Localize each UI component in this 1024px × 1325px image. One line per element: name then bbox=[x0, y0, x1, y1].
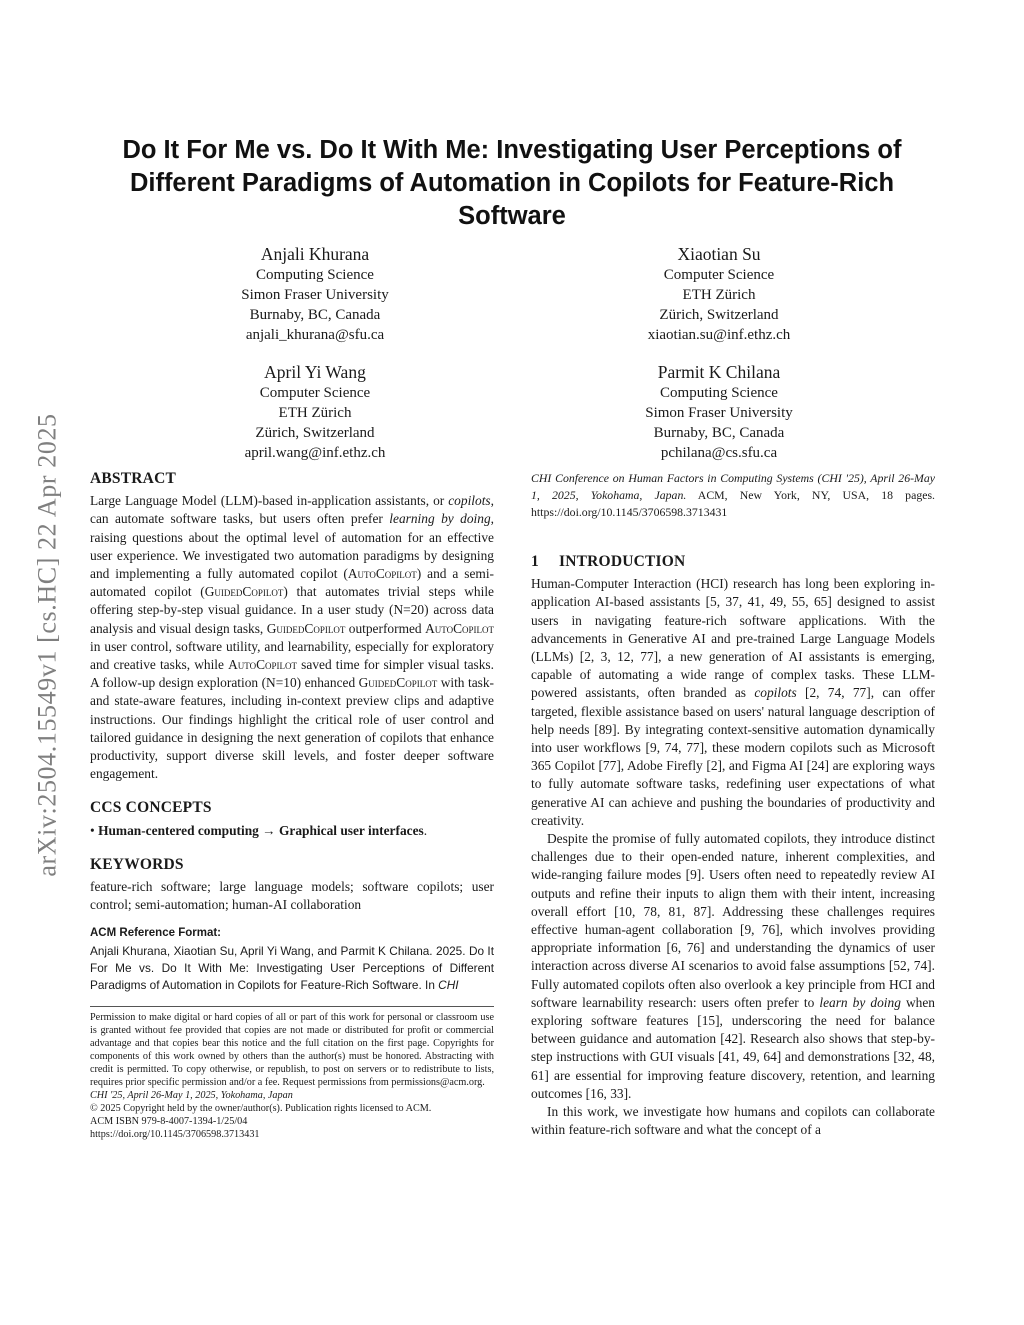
left-column bbox=[90, 470, 494, 1141]
ccs-concept: • Human-centered computing → Graphical user interfaces. bbox=[90, 822, 428, 838]
acm-reference-continuation bbox=[531, 470, 935, 521]
author-org: Simon Fraser University bbox=[241, 287, 389, 303]
acm-reference-text: Anjali Khurana, Xiaotian Su, April Yi Wang, and Parmit K Chilana. 2025. Do It For Me vs. Do It With Me: Investigating User Perceptions of Different Paradigms of Automation in Copilots for Feature-Rich Software. In CHI bbox=[90, 943, 494, 992]
intro-paragraph: Human-Computer Interaction (HCI) research has long been exploring in-application AI-based assistants [5, 37, 41, 49, 55, 65] designed to assist users in navigating feature-rich software applications. With the advancements in Generative AI and pre-trained Large Language Models (LLMs) [2, 3, 12, 77], a new generation of AI assistants is emerging, capable of automating a wide range of complex tasks. These LLM-powered assistants, often branded as copilots [2, 74, 77], can offer targeted, flexible assistance based on users' natural language description of help needs [89]. By integrating context-sensitive automation dynamically into user workflows [9, 74, 77], these modern copilots such as Microsoft 365 Copilot [77], Adobe Firefly [2], and Figma AI [24] are exploring ways to fully automate software tasks, redefining user expectations of what generative AI can achieve and pushing the boundaries of productivity and creativity. bbox=[531, 576, 935, 828]
author-email[interactable]: pchilana@cs.sfu.ca bbox=[660, 445, 778, 461]
author-dept: Computing Science bbox=[256, 267, 374, 283]
author-name: Parmit K Chilana bbox=[657, 362, 781, 382]
author-location: Zürich, Switzerland bbox=[255, 425, 375, 441]
arxiv-id[interactable]: arXiv:2504.15549v1 [cs.HC] 22 Apr 2025 bbox=[33, 413, 63, 877]
footnote-conference: CHI '25, April 26-May 1, 2025, Yokohama, Japan bbox=[90, 1089, 293, 1101]
author-org: ETH Zürich bbox=[278, 405, 352, 421]
intro-heading: 1 INTRODUCTION bbox=[531, 553, 686, 570]
abstract-text: Large Language Model (LLM)-based in-application assistants, or copilots, can automate software tasks, but users often prefer learning by doing, raising questions about the optimal level of automation for an effective user experience. We investigated two automation paradigms by designing and implementing a fully automated copilot (AutoCopilot) and a semi-automated copilot (GuidedCopilot) that automates trivial steps while offering step-by-step visual guidance. In a user study (N=20) across data analysis and visual design tasks, GuidedCopilot outperformed AutoCopilot in user control, software utility, and learnability, especially for exploratory and creative tasks, while AutoCopilot saved time for simpler visual tasks. A follow-up design exploration (N=10) enhanced GuidedCopilot with task-and state-aware features, including in-context preview clips and adaptive instructions. Our findings highlight the critical role of user control and tailored guidance in designing the next generation of copilots that enhance productivity, support diverse skill levels, and foster deeper software engagement. bbox=[90, 493, 495, 782]
author-dept: Computing Science bbox=[660, 385, 778, 401]
footnote-doi[interactable]: https://doi.org/10.1145/3706598.3713431 bbox=[90, 1128, 260, 1140]
author-location: Burnaby, BC, Canada bbox=[653, 425, 785, 441]
conference-name: CHI Conference on Human Factors in Computing Systems (CHI '25), April 26-May 1, 2025, Yokohama, Japan. bbox=[531, 471, 935, 502]
author-dept: Computer Science bbox=[663, 267, 775, 283]
author-org: Simon Fraser University bbox=[645, 405, 793, 421]
keywords-text: feature-rich software; large language models; software copilots; user control; semi-automation; human-AI collaboration bbox=[90, 879, 494, 913]
acm-reference-heading: ACM Reference Format: bbox=[90, 927, 221, 940]
reference-doi: ACM, New York, NY, USA, 18 pages. https://doi.org/10.1145/3706598.3713431 bbox=[531, 488, 935, 519]
author-email[interactable]: april.wang@inf.ethz.ch bbox=[244, 445, 386, 461]
author-name: April Yi Wang bbox=[264, 362, 366, 382]
author-block bbox=[210, 243, 420, 345]
permission-footnote bbox=[90, 1006, 494, 1141]
intro-paragraph: Despite the promise of fully automated copilots, they introduce distinct challenges due to their open-ended nature, inherent complexities, and wide-ranging failure modes [9]. Users often need to repeatedly review AI outputs and refine their inputs to align them with their intent, increasing overall effort [10, 78, 81, 87]. Addressing these challenges requires effective human-agent collaboration [9, 76], which involves providing appropriate information [6, 76] and understanding the dynamics of user interaction across diverse AI scenarios to avoid false assumptions [52, 74]. Fully automated copilots often also overlook a key principle from HCI and software learnability research: users often prefer to learn by doing when exploring software features [15], underscoring the need for balance between guidance and automation [42]. Research also shows that step-by-step instructions with GUI visuals [41, 49, 64] and demonstrations [32, 48, 61] are essential for improving feature discovery, retention, and learning outcomes [16, 33]. bbox=[531, 831, 935, 1101]
permission-text: Permission to make digital or hard copies of all or part of this work for personal or classroom use is granted without fee provided that copies are not made or distributed for profit or commercial advantage and that copies bear this notice and the full citation on the first page. Copyrights for components of this work owned by others than the author(s) must be honored. Abstracting with credit is permitted. To copy otherwise, or republish, to post on servers or to redistribute to lists, requires prior specific permission and/or a fee. Request permissions from permissions@acm.org. bbox=[90, 1011, 494, 1088]
author-block bbox=[200, 361, 430, 463]
author-name: Anjali Khurana bbox=[260, 244, 370, 264]
abstract-heading: ABSTRACT bbox=[90, 470, 177, 487]
paper-title: Do It For Me vs. Do It With Me: Investigating User Perceptions of Different Paradigms of Automation in Copilots for Feature-Rich Software bbox=[122, 136, 902, 230]
footnote-isbn: ACM ISBN 979-8-4007-1394-1/25/04 bbox=[90, 1115, 248, 1127]
ccs-heading: CCS CONCEPTS bbox=[90, 799, 212, 817]
author-email[interactable]: xiaotian.su@inf.ethz.ch bbox=[647, 327, 791, 343]
author-block bbox=[614, 361, 824, 463]
author-location: Burnaby, BC, Canada bbox=[249, 307, 381, 323]
author-dept: Computer Science bbox=[259, 385, 371, 401]
author-block bbox=[614, 243, 824, 345]
author-email[interactable]: anjali_khurana@sfu.ca bbox=[245, 327, 385, 343]
author-org: ETH Zürich bbox=[682, 287, 756, 303]
author-name: Xiaotian Su bbox=[677, 244, 761, 264]
author-location: Zürich, Switzerland bbox=[659, 307, 779, 323]
right-column bbox=[531, 470, 935, 1140]
footnote-copyright: © 2025 Copyright held by the owner/author(s). Publication rights licensed to ACM. bbox=[90, 1102, 432, 1114]
keywords-heading: KEYWORDS bbox=[90, 855, 184, 873]
arxiv-stamp bbox=[30, 350, 66, 940]
intro-paragraph: In this work, we investigate how humans and copilots can collaborate within feature-rich software and what the concept of a bbox=[531, 1104, 935, 1138]
